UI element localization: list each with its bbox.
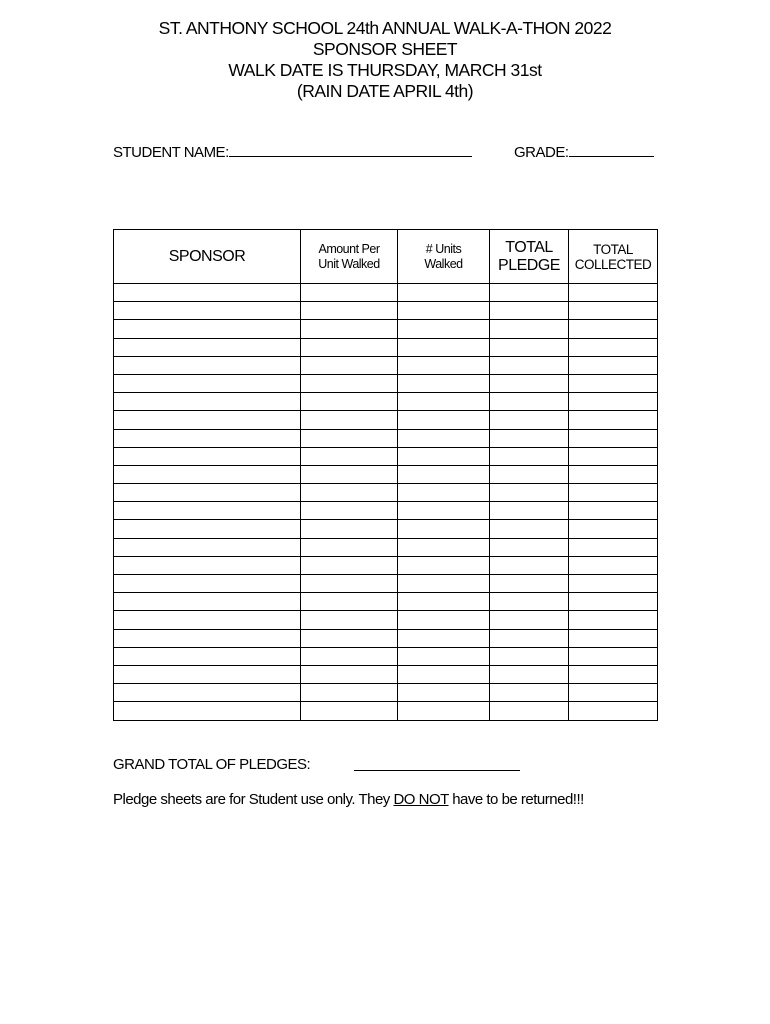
total-pledge-cell[interactable] [490,665,569,683]
total-collected-cell[interactable] [569,429,658,447]
header-subtitle: SPONSOR SHEET [312,39,458,59]
total-collected-cell[interactable] [569,538,658,556]
total-collected-cell[interactable] [569,575,658,593]
units-walked-cell[interactable] [398,593,490,611]
total-collected-cell[interactable] [569,556,658,574]
total-pledge-cell[interactable] [490,647,569,665]
total-collected-cell[interactable] [569,647,658,665]
amount-per-unit-cell[interactable] [301,629,398,647]
amount-per-unit-cell[interactable] [301,502,398,520]
units-walked-cell[interactable] [398,520,490,538]
amount-per-unit-cell[interactable] [301,556,398,574]
grand-total-blank[interactable] [354,756,520,771]
sponsor-cell[interactable] [114,520,301,538]
table-row [114,429,658,447]
units-walked-cell[interactable] [398,665,490,683]
table-row [114,556,658,574]
amount-per-unit-cell[interactable] [301,356,398,374]
amount-per-unit-cell[interactable] [301,593,398,611]
sponsor-cell[interactable] [114,556,301,574]
student-name-label: STUDENT NAME: [113,144,229,161]
sponsor-column-header: SPONSOR [114,230,301,284]
table-row [114,356,658,374]
sponsor-cell[interactable] [114,611,301,629]
table-row [114,538,658,556]
table-row [114,411,658,429]
total-collected-cell[interactable] [569,593,658,611]
amount-per-unit-cell[interactable] [301,284,398,302]
total-pledge-cell[interactable] [490,302,569,320]
total-pledge-cell[interactable] [490,356,569,374]
table-row [114,611,658,629]
total-pledge-cell[interactable] [490,374,569,392]
amount-per-unit-cell[interactable] [301,374,398,392]
total-pledge-cell[interactable] [490,538,569,556]
total-collected-cell[interactable] [569,284,658,302]
total-pledge-cell[interactable] [490,484,569,502]
total-collected-cell[interactable] [569,484,658,502]
units-walked-cell[interactable] [398,284,490,302]
header-walk-date: WALK DATE IS THURSDAY, MARCH 31st [228,60,542,80]
amount-per-unit-cell[interactable] [301,302,398,320]
note-text-end: have to be returned!!! [448,791,584,808]
grand-total-field[interactable] [113,756,310,773]
amount-per-unit-cell[interactable] [301,429,398,447]
amount-per-unit-cell[interactable] [301,393,398,411]
total-collected-cell[interactable] [569,411,658,429]
total-pledge-cell[interactable] [490,338,569,356]
units-walked-cell[interactable] [398,374,490,392]
total-pledge-cell[interactable] [490,684,569,702]
sponsor-table-body [114,284,658,721]
student-name-blank[interactable] [229,142,472,157]
amount-per-unit-cell[interactable] [301,611,398,629]
total-collected-cell[interactable] [569,702,658,720]
total-pledge-cell[interactable] [490,611,569,629]
total-collected-cell[interactable] [569,665,658,683]
units-walked-cell[interactable] [398,684,490,702]
sponsor-cell[interactable] [114,684,301,702]
amount-per-unit-cell[interactable] [301,411,398,429]
total-collected-cell[interactable] [569,356,658,374]
total-pledge-cell[interactable] [490,465,569,483]
table-row [114,647,658,665]
grade-blank[interactable] [569,142,654,157]
sponsor-cell[interactable] [114,320,301,338]
sponsor-cell[interactable] [114,429,301,447]
units-walked-cell[interactable] [398,502,490,520]
total-collected-cell[interactable] [569,338,658,356]
table-row [114,284,658,302]
grand-total-label: GRAND TOTAL OF PLEDGES: [113,756,311,773]
sheet-header [0,18,770,102]
total-collected-cell[interactable] [569,320,658,338]
return-note [113,791,584,808]
units-walked-cell[interactable] [398,338,490,356]
note-emphasis: DO NOT [393,791,449,808]
amount-per-unit-cell[interactable] [301,538,398,556]
units-walked-cell[interactable] [398,302,490,320]
total-collected-cell[interactable] [569,374,658,392]
total-pledge-cell[interactable] [490,520,569,538]
units-walked-column-header: # Units Walked [398,230,490,284]
amount-per-unit-cell[interactable] [301,484,398,502]
table-row [114,320,658,338]
units-walked-cell[interactable] [398,393,490,411]
units-walked-cell[interactable] [398,465,490,483]
total-collected-cell[interactable] [569,502,658,520]
sponsor-cell[interactable] [114,393,301,411]
table-row [114,629,658,647]
table-row [114,447,658,465]
total-collected-cell[interactable] [569,520,658,538]
table-row [114,593,658,611]
total-pledge-cell[interactable] [490,556,569,574]
total-collected-cell[interactable] [569,447,658,465]
amount-per-unit-cell[interactable] [301,338,398,356]
amount-per-unit-cell[interactable] [301,575,398,593]
sponsor-cell[interactable] [114,338,301,356]
sponsor-cell[interactable] [114,465,301,483]
total-collected-cell[interactable] [569,684,658,702]
student-name-field[interactable] [113,142,472,161]
grade-field[interactable] [514,142,654,161]
total-pledge-cell[interactable] [490,320,569,338]
total-collected-cell[interactable] [569,629,658,647]
amount-per-unit-cell[interactable] [301,520,398,538]
amount-per-unit-cell[interactable] [301,665,398,683]
table-row [114,702,658,720]
table-row [114,520,658,538]
header-rain-date: (RAIN DATE APRIL 4th) [296,81,474,101]
sponsor-cell[interactable] [114,665,301,683]
total-pledge-column-header: TOTAL PLEDGE [490,230,569,284]
units-walked-cell[interactable] [398,484,490,502]
amount-per-unit-cell[interactable] [301,465,398,483]
total-pledge-cell[interactable] [490,702,569,720]
units-walked-cell[interactable] [398,356,490,374]
sponsor-cell[interactable] [114,484,301,502]
units-walked-cell[interactable] [398,629,490,647]
amount-per-unit-cell[interactable] [301,320,398,338]
total-pledge-cell[interactable] [490,429,569,447]
sponsor-cell[interactable] [114,575,301,593]
total-collected-cell[interactable] [569,611,658,629]
sponsor-cell[interactable] [114,374,301,392]
units-walked-cell[interactable] [398,429,490,447]
table-row [114,502,658,520]
total-pledge-cell[interactable] [490,447,569,465]
table-row [114,374,658,392]
sponsor-cell[interactable] [114,702,301,720]
units-walked-cell[interactable] [398,575,490,593]
amount-per-unit-cell[interactable] [301,684,398,702]
note-text-start: Pledge sheets are for Student use only. They [113,791,394,808]
grade-label: GRADE: [514,144,569,161]
table-row [114,484,658,502]
table-header-row [114,230,658,284]
total-collected-cell[interactable] [569,465,658,483]
total-pledge-cell[interactable] [490,629,569,647]
total-pledge-cell[interactable] [490,502,569,520]
units-walked-cell[interactable] [398,702,490,720]
sponsor-cell[interactable] [114,284,301,302]
sponsor-cell[interactable] [114,302,301,320]
units-walked-cell[interactable] [398,647,490,665]
sponsor-cell[interactable] [114,629,301,647]
sponsor-cell[interactable] [114,502,301,520]
amount-per-unit-cell[interactable] [301,702,398,720]
table-row [114,665,658,683]
table-row [114,338,658,356]
sponsor-table [113,229,658,721]
units-walked-cell[interactable] [398,411,490,429]
total-collected-cell[interactable] [569,302,658,320]
sponsor-cell[interactable] [114,411,301,429]
table-row [114,575,658,593]
total-collected-column-header: TOTAL COLLECTED [569,230,658,284]
sponsor-cell[interactable] [114,356,301,374]
total-pledge-cell[interactable] [490,284,569,302]
units-walked-cell[interactable] [398,447,490,465]
total-collected-cell[interactable] [569,393,658,411]
sponsor-cell[interactable] [114,447,301,465]
units-walked-cell[interactable] [398,611,490,629]
total-pledge-cell[interactable] [490,393,569,411]
amount-per-unit-cell[interactable] [301,647,398,665]
table-row [114,684,658,702]
total-pledge-cell[interactable] [490,575,569,593]
table-row [114,393,658,411]
amount-per-unit-cell[interactable] [301,447,398,465]
sponsor-cell[interactable] [114,647,301,665]
table-row [114,465,658,483]
units-walked-cell[interactable] [398,320,490,338]
header-title: ST. ANTHONY SCHOOL 24th ANNUAL WALK-A-THON 2022 [158,18,612,38]
amount-per-unit-column-header: Amount Per Unit Walked [301,230,398,284]
total-pledge-cell[interactable] [490,411,569,429]
table-row [114,302,658,320]
sponsor-cell[interactable] [114,593,301,611]
total-pledge-cell[interactable] [490,593,569,611]
units-walked-cell[interactable] [398,538,490,556]
units-walked-cell[interactable] [398,556,490,574]
sponsor-cell[interactable] [114,538,301,556]
